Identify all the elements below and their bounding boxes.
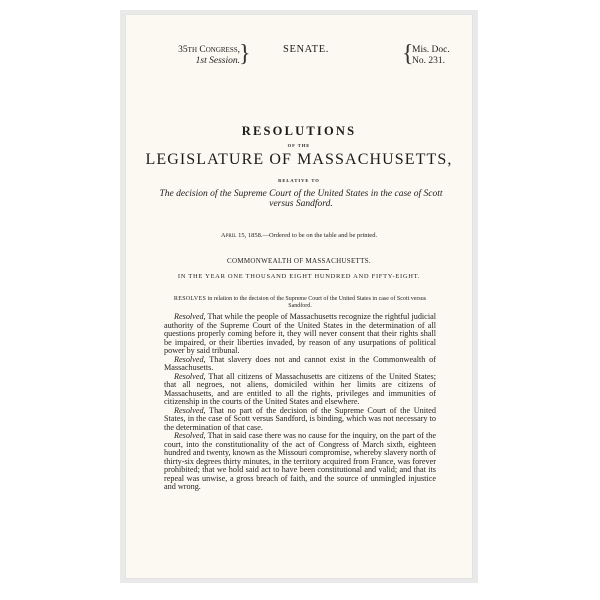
doc-type-label: Mis. Doc.: [412, 45, 450, 55]
resolution-text: That while the people of Massachusetts recognize the rightful judicial authority of the Supreme Court of the United States in the determination of all questions properly coming before it, they will never consent that their rights shall be impaired, or their liberties invaded, by reason of any usurpations of political power by said tribunal.: [164, 312, 437, 355]
resolution-text: That all citizens of Massachusetts are citizens of the United States; that all negroes, not aliens, domiciled within her limits are citizens of Massachusetts, and are entitled to all the rights, privileges and immunities of citizenship in the courts of the United States and elsewhere.: [164, 371, 436, 406]
resolves-text: in relation to the decision of the Supreme Court of the United States in case of Scott versus Sandford.: [206, 296, 427, 309]
resolution-paragraph: [164, 313, 436, 356]
resolution-text: That in said case there was no cause for the inquiry, on the part of the court, into the constitutionality of the act of Congress of March sixth, eighteen hundred and twenty, known as the Missouri compromise, whereby slavery north of thirty-six degrees thirty minutes, in the territory acquired from France, was forever prohibited; that we hold said act to have been constitutional and valid; and that its repeal was unwise, a gross breach of faith, and the source of unmingled injustice and wrong.: [164, 431, 436, 491]
divider: [269, 269, 329, 270]
commonwealth-heading: COMMONWEALTH OF MASSACHUSETTS.: [227, 257, 371, 265]
title-legislature: LEGISLATURE OF MASSACHUSETTS,: [145, 151, 453, 168]
resolution-text: That slavery does not and cannot exist in the Commonwealth of Massachusetts.: [164, 354, 436, 372]
title-relative-to: RELATIVE TO: [278, 178, 320, 183]
right-brace: {: [402, 41, 414, 67]
resolution-paragraph: [164, 356, 436, 373]
resolution-lead: Resolved,: [174, 405, 206, 415]
congress-label: 35th Congress,: [178, 45, 240, 55]
left-brace: }: [239, 41, 251, 67]
resolves-heading: [164, 296, 436, 310]
resolution-lead: Resolved,: [174, 354, 206, 364]
document-page: [126, 15, 472, 578]
document-number: [412, 45, 472, 67]
session-label: 1st Session.: [195, 56, 240, 66]
doc-number-label: No. 231.: [412, 56, 445, 66]
title-resolutions: RESOLUTIONS: [241, 124, 357, 138]
title-subject: The decision of the Supreme Court of the United States in the case of Scott versus Sandford.: [159, 189, 443, 209]
resolution-paragraph: [164, 432, 436, 492]
order-line: [126, 232, 472, 239]
resolves-lead: RESOLVES: [173, 296, 207, 302]
year-heading: IN THE YEAR ONE THOUSAND EIGHT HUNDRED AND FIFTY-EIGHT.: [177, 273, 421, 280]
resolution-lead: Resolved,: [174, 312, 206, 321]
resolution-lead: Resolved,: [174, 371, 206, 381]
resolutions-body: [164, 313, 436, 492]
chamber-label: SENATE.: [283, 44, 329, 55]
resolution-paragraph: [164, 373, 436, 407]
order-text: —Ordered to be on the table and be printed.: [262, 232, 378, 239]
title-of-the: OF THE: [287, 143, 311, 148]
resolution-lead: Resolved,: [174, 431, 206, 440]
resolution-text: That no part of the decision of the Supreme Court of the United States, in the case of Scott versus Sandford, is binding, which was not necessary to the determination of that case.: [164, 405, 436, 432]
resolution-paragraph: [164, 407, 436, 433]
session-info: [140, 45, 240, 67]
order-date: April 15, 1858.: [220, 232, 263, 239]
